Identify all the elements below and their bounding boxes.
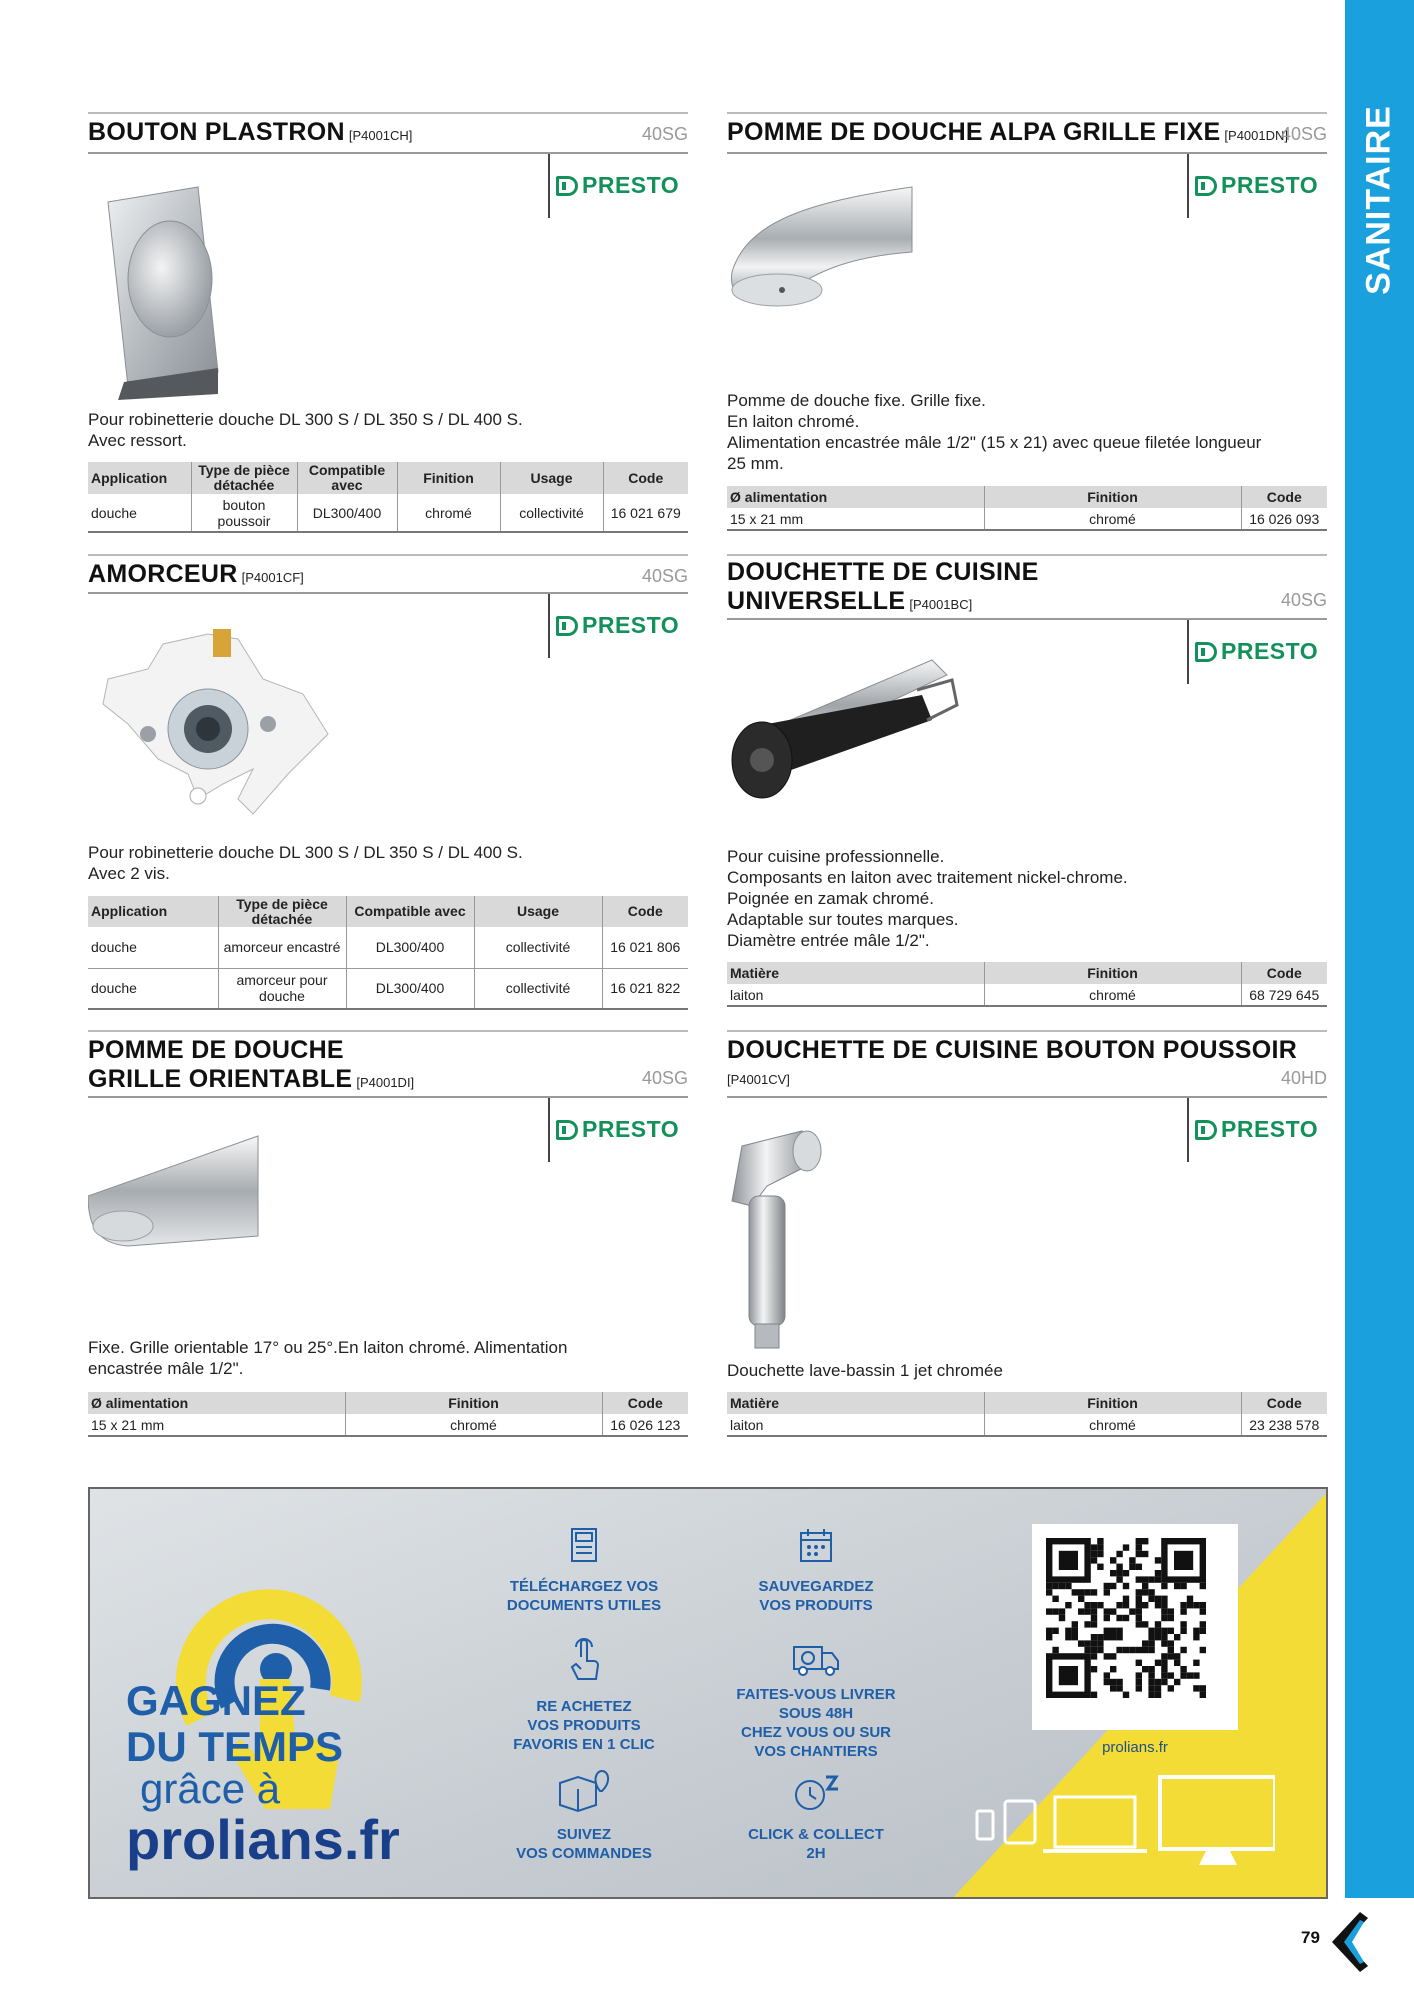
product-description: Pour robinetterie douche DL 300 S / DL 350 S / DL 400 S. Avec ressort. [88, 410, 523, 450]
col-header: Finition [984, 1392, 1241, 1414]
product-image [88, 624, 338, 824]
pdf-document-icon [564, 1525, 604, 1570]
banner-headline: DU TEMPS [126, 1723, 344, 1770]
col-header: Type de pièce détachée [218, 896, 346, 927]
product-ref: [P4001DI] [356, 1075, 415, 1090]
feature-reorder: RE ACHETEZ VOS PRODUITS FAVORIS EN 1 CLIC [513, 1698, 655, 1753]
col-header: Compatible avec [297, 462, 397, 494]
banner-headline: GAGNEZ [126, 1677, 306, 1724]
col-header: Type de pièce détachée [191, 462, 297, 494]
brand-logo: PRESTO [1187, 154, 1327, 218]
product-pomme-grille-orientable [88, 1030, 688, 1450]
product-description: Fixe. Grille orientable 17° ou 25°.En laiton chromé. Alimentation encastrée mâle 1/2". [88, 1338, 568, 1378]
qr-site-label: prolians.fr [1102, 1739, 1168, 1756]
product-image [727, 1126, 827, 1356]
brand-logo: PRESTO [548, 154, 688, 218]
promo-banner[interactable] [88, 1487, 1328, 1899]
product-ref: [P4001CF] [241, 570, 304, 585]
product-category: 40SG [641, 1068, 688, 1088]
product-pomme-alpa-grille-fixe [727, 112, 1327, 542]
feature-track-orders: SUIVEZ VOS COMMANDES [516, 1826, 652, 1862]
product-category: 40HD [1280, 1068, 1327, 1088]
brand-logo: PRESTO [548, 1098, 688, 1162]
col-header: Code [1241, 486, 1327, 508]
presto-mark-icon [1195, 1120, 1217, 1140]
table-row: 15 x 21 mm chromé 16 026 123 [88, 1414, 688, 1436]
col-header: Usage [500, 462, 603, 494]
col-header: Finition [984, 962, 1241, 984]
table-row: laiton chromé 23 238 578 [727, 1414, 1327, 1436]
product-image [88, 182, 228, 402]
delivery-truck-icon [790, 1639, 842, 1684]
presto-mark-icon [1195, 176, 1217, 196]
tracking-box-icon [556, 1769, 612, 1818]
brand-logo: PRESTO [1187, 1098, 1327, 1162]
page-corner-chevron-icon [1330, 1910, 1370, 1974]
product-amorceur [88, 554, 688, 1014]
product-title: AMORCEUR [P4001CF] [88, 560, 304, 588]
page-number: 79 [1301, 1928, 1320, 1947]
col-header: Finition [984, 486, 1241, 508]
product-description: Pour cuisine professionnelle. Composants en laiton avec traitement nickel-chrome. Poignée en zamak chromé. Adaptable sur toutes marques. Diamètre entrée mâle 1/2". [727, 847, 1128, 950]
click-collect-clock-icon [790, 1771, 846, 1820]
product-category: 40SG [1280, 124, 1327, 144]
col-header: Ø alimentation [727, 486, 984, 508]
product-image [727, 182, 917, 322]
spec-table [727, 962, 1327, 1007]
col-header: Matière [727, 962, 984, 984]
product-category: 40SG [641, 566, 688, 586]
col-header: Matière [727, 1392, 984, 1414]
product-image [88, 1126, 268, 1256]
col-header: Finition [345, 1392, 602, 1414]
feature-click-collect: CLICK & COLLECT 2H [748, 1826, 884, 1862]
feature-save-products: SAUVEGARDEZ VOS PRODUITS [758, 1578, 874, 1614]
product-title: POMME DE DOUCHE GRILLE ORIENTABLE [P4001DI] [88, 1036, 415, 1093]
product-douchette-bouton-poussoir [727, 1030, 1327, 1450]
spec-table [88, 462, 688, 533]
brand-logo: PRESTO [548, 594, 688, 658]
product-image [727, 650, 967, 810]
presto-mark-icon [556, 1120, 578, 1140]
calendar-icon [796, 1525, 836, 1570]
spec-table [88, 896, 688, 1010]
product-description: Pomme de douche fixe. Grille fixe. En laiton chromé. Alimentation encastrée mâle 1/2" (15 x 21) avec queue filetée longueur 25 mm. [727, 391, 1262, 473]
product-ref: [P4001CV] [727, 1072, 790, 1087]
col-header: Code [602, 896, 688, 927]
col-header: Code [1241, 962, 1327, 984]
presto-mark-icon [556, 176, 578, 196]
col-header: Application [88, 896, 218, 927]
product-douchette-universelle [727, 554, 1327, 1014]
spec-table [88, 1392, 688, 1437]
banner-site-link[interactable]: prolians.fr [126, 1808, 400, 1871]
brand-logo: PRESTO [1187, 620, 1327, 684]
table-row: 15 x 21 mm chromé 16 026 093 [727, 508, 1327, 530]
product-title: DOUCHETTE DE CUISINE UNIVERSELLE [P4001BC] [727, 558, 1039, 615]
col-header: Compatible avec [346, 896, 474, 927]
product-ref: [P4001DN] [1224, 128, 1289, 143]
devices-icon [975, 1769, 1275, 1874]
product-title: BOUTON PLASTRON [P4001CH] [88, 118, 413, 146]
col-header: Usage [474, 896, 602, 927]
spec-table [727, 486, 1327, 531]
feature-download-docs: TÉLÉCHARGEZ VOS DOCUMENTS UTILES [506, 1578, 662, 1614]
table-row: laiton chromé 68 729 645 [727, 984, 1327, 1006]
col-header: Code [603, 462, 688, 494]
table-row: douche amorceur pour douche DL300/400 collectivité 16 021 822 [88, 968, 688, 1009]
product-title: POMME DE DOUCHE ALPA GRILLE FIXE [P4001DN] [727, 118, 1289, 146]
col-header: Ø alimentation [88, 1392, 345, 1414]
col-header: Code [602, 1392, 688, 1414]
product-title: DOUCHETTE DE CUISINE BOUTON POUSSOIR [727, 1036, 1298, 1064]
col-header: Code [1241, 1392, 1327, 1414]
presto-mark-icon [556, 616, 578, 636]
table-row: douche bouton poussoir DL300/400 chromé collectivité 16 021 679 [88, 494, 688, 532]
feature-delivery: FAITES-VOUS LIVRER SOUS 48H CHEZ VOUS OU SUR VOS CHANTIERS [736, 1686, 896, 1760]
product-description: Douchette lave-bassin 1 jet chromée [727, 1361, 1003, 1380]
table-row: douche amorceur encastré DL300/400 collectivité 16 021 806 [88, 927, 688, 968]
product-description: Pour robinetterie douche DL 300 S / DL 350 S / DL 400 S. Avec 2 vis. [88, 843, 523, 883]
col-header: Finition [397, 462, 500, 494]
presto-mark-icon [1195, 642, 1217, 662]
spec-table [727, 1392, 1327, 1437]
tap-hand-icon [564, 1637, 604, 1690]
product-bouton-plastron [88, 112, 688, 542]
product-category: 40SG [641, 124, 688, 144]
banner-subline: grâce à [140, 1765, 281, 1812]
product-category: 40SG [1280, 590, 1327, 610]
product-ref: [P4001CH] [348, 128, 413, 143]
product-ref: [P4001BC] [909, 597, 973, 612]
col-header: Application [88, 462, 191, 494]
qr-code[interactable] [1032, 1524, 1238, 1730]
section-label: SANITAIRE [1359, 105, 1398, 295]
